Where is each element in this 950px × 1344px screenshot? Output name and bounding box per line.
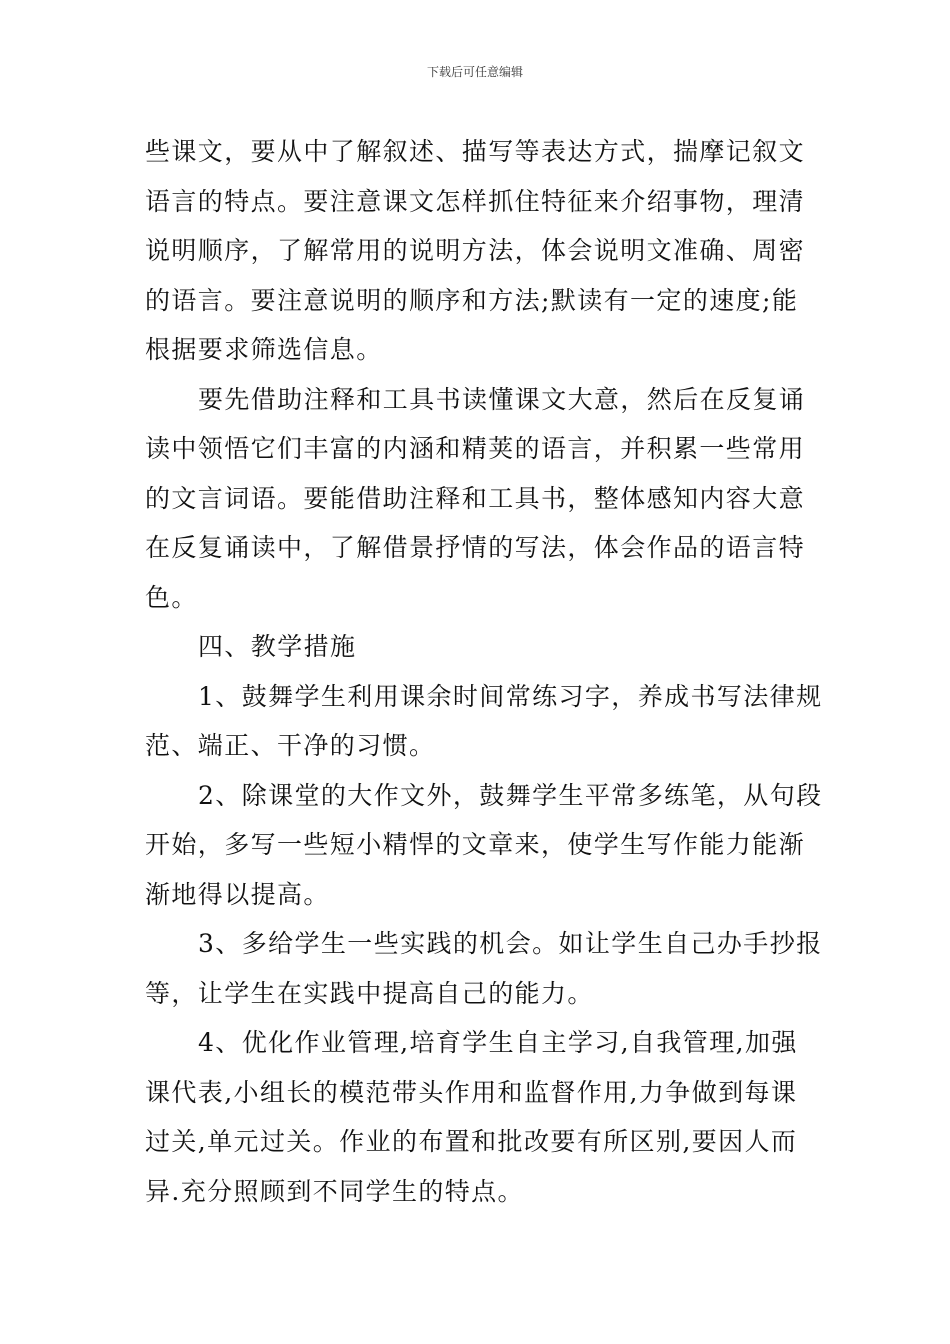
list-item xyxy=(145,1018,807,1216)
text-line: 过关,单元过关。作业的布置和批改要有所区别,要因人而 xyxy=(145,1127,798,1156)
text-line: 根据要求筛选信息。 xyxy=(145,335,383,364)
list-item xyxy=(145,919,823,1018)
text-line: 范、端正、干净的习惯。 xyxy=(145,731,436,760)
text-line: 的语言。要注意说明的顺序和方法;默读有一定的速度;能 xyxy=(145,285,799,315)
text-line: 语言的特点。要注意课文怎样抓住特征来介绍事物，理清 xyxy=(145,186,806,216)
paragraph xyxy=(145,127,807,375)
text-line: 要先借助注释和工具书读懂课文大意，然后在反复诵 xyxy=(198,384,806,414)
list-item xyxy=(145,771,823,920)
text-line: 等，让学生在实践中提高自己的能力。 xyxy=(145,978,594,1008)
text-line: 开始，多写一些短小精悍的文章来，使学生写作能力能渐 xyxy=(145,830,806,859)
text-line: 四、教学措施 xyxy=(198,632,357,661)
list-item xyxy=(145,672,823,771)
document-body xyxy=(145,127,823,1216)
paragraph xyxy=(145,375,807,623)
text-line: 课代表,小组长的模范带头作用和监督作用,力争做到每课 xyxy=(145,1077,798,1107)
text-line: 在反复诵读中，了解借景抒情的写法，体会作品的语言特 xyxy=(145,533,806,562)
text-line: 1、鼓舞学生利用课余时间常练习字，养成书写法律规 xyxy=(198,681,823,711)
text-line: 4、优化作业管理,培育学生自主学习,自我管理,加强 xyxy=(198,1028,798,1057)
text-line: 说明顺序，了解常用的说明方法，体会说明文准确、周密 xyxy=(145,236,806,265)
text-line: 些课文，要从中了解叙述、描写等表达方式，揣摩记叙文 xyxy=(145,137,806,166)
section-heading xyxy=(145,622,807,672)
text-line: 渐地得以提高。 xyxy=(145,879,330,909)
text-line: 2、除课堂的大作文外，鼓舞学生平常多练笔，从句段 xyxy=(198,780,823,810)
text-line: 的文言词语。要能借助注释和工具书，整体感知内容大意 xyxy=(145,483,806,513)
text-line: 色。 xyxy=(145,582,198,612)
page-header: 下载后可任意编辑 xyxy=(426,65,523,79)
text-line: 读中领悟它们丰富的内涵和精荚的语言，并积累一些常用 xyxy=(145,434,806,463)
text-line: 3、多给学生一些实践的机会。如让学生自己办手抄报 xyxy=(198,929,823,958)
text-line: 异.充分照顾到不同学生的特点。 xyxy=(145,1176,524,1206)
